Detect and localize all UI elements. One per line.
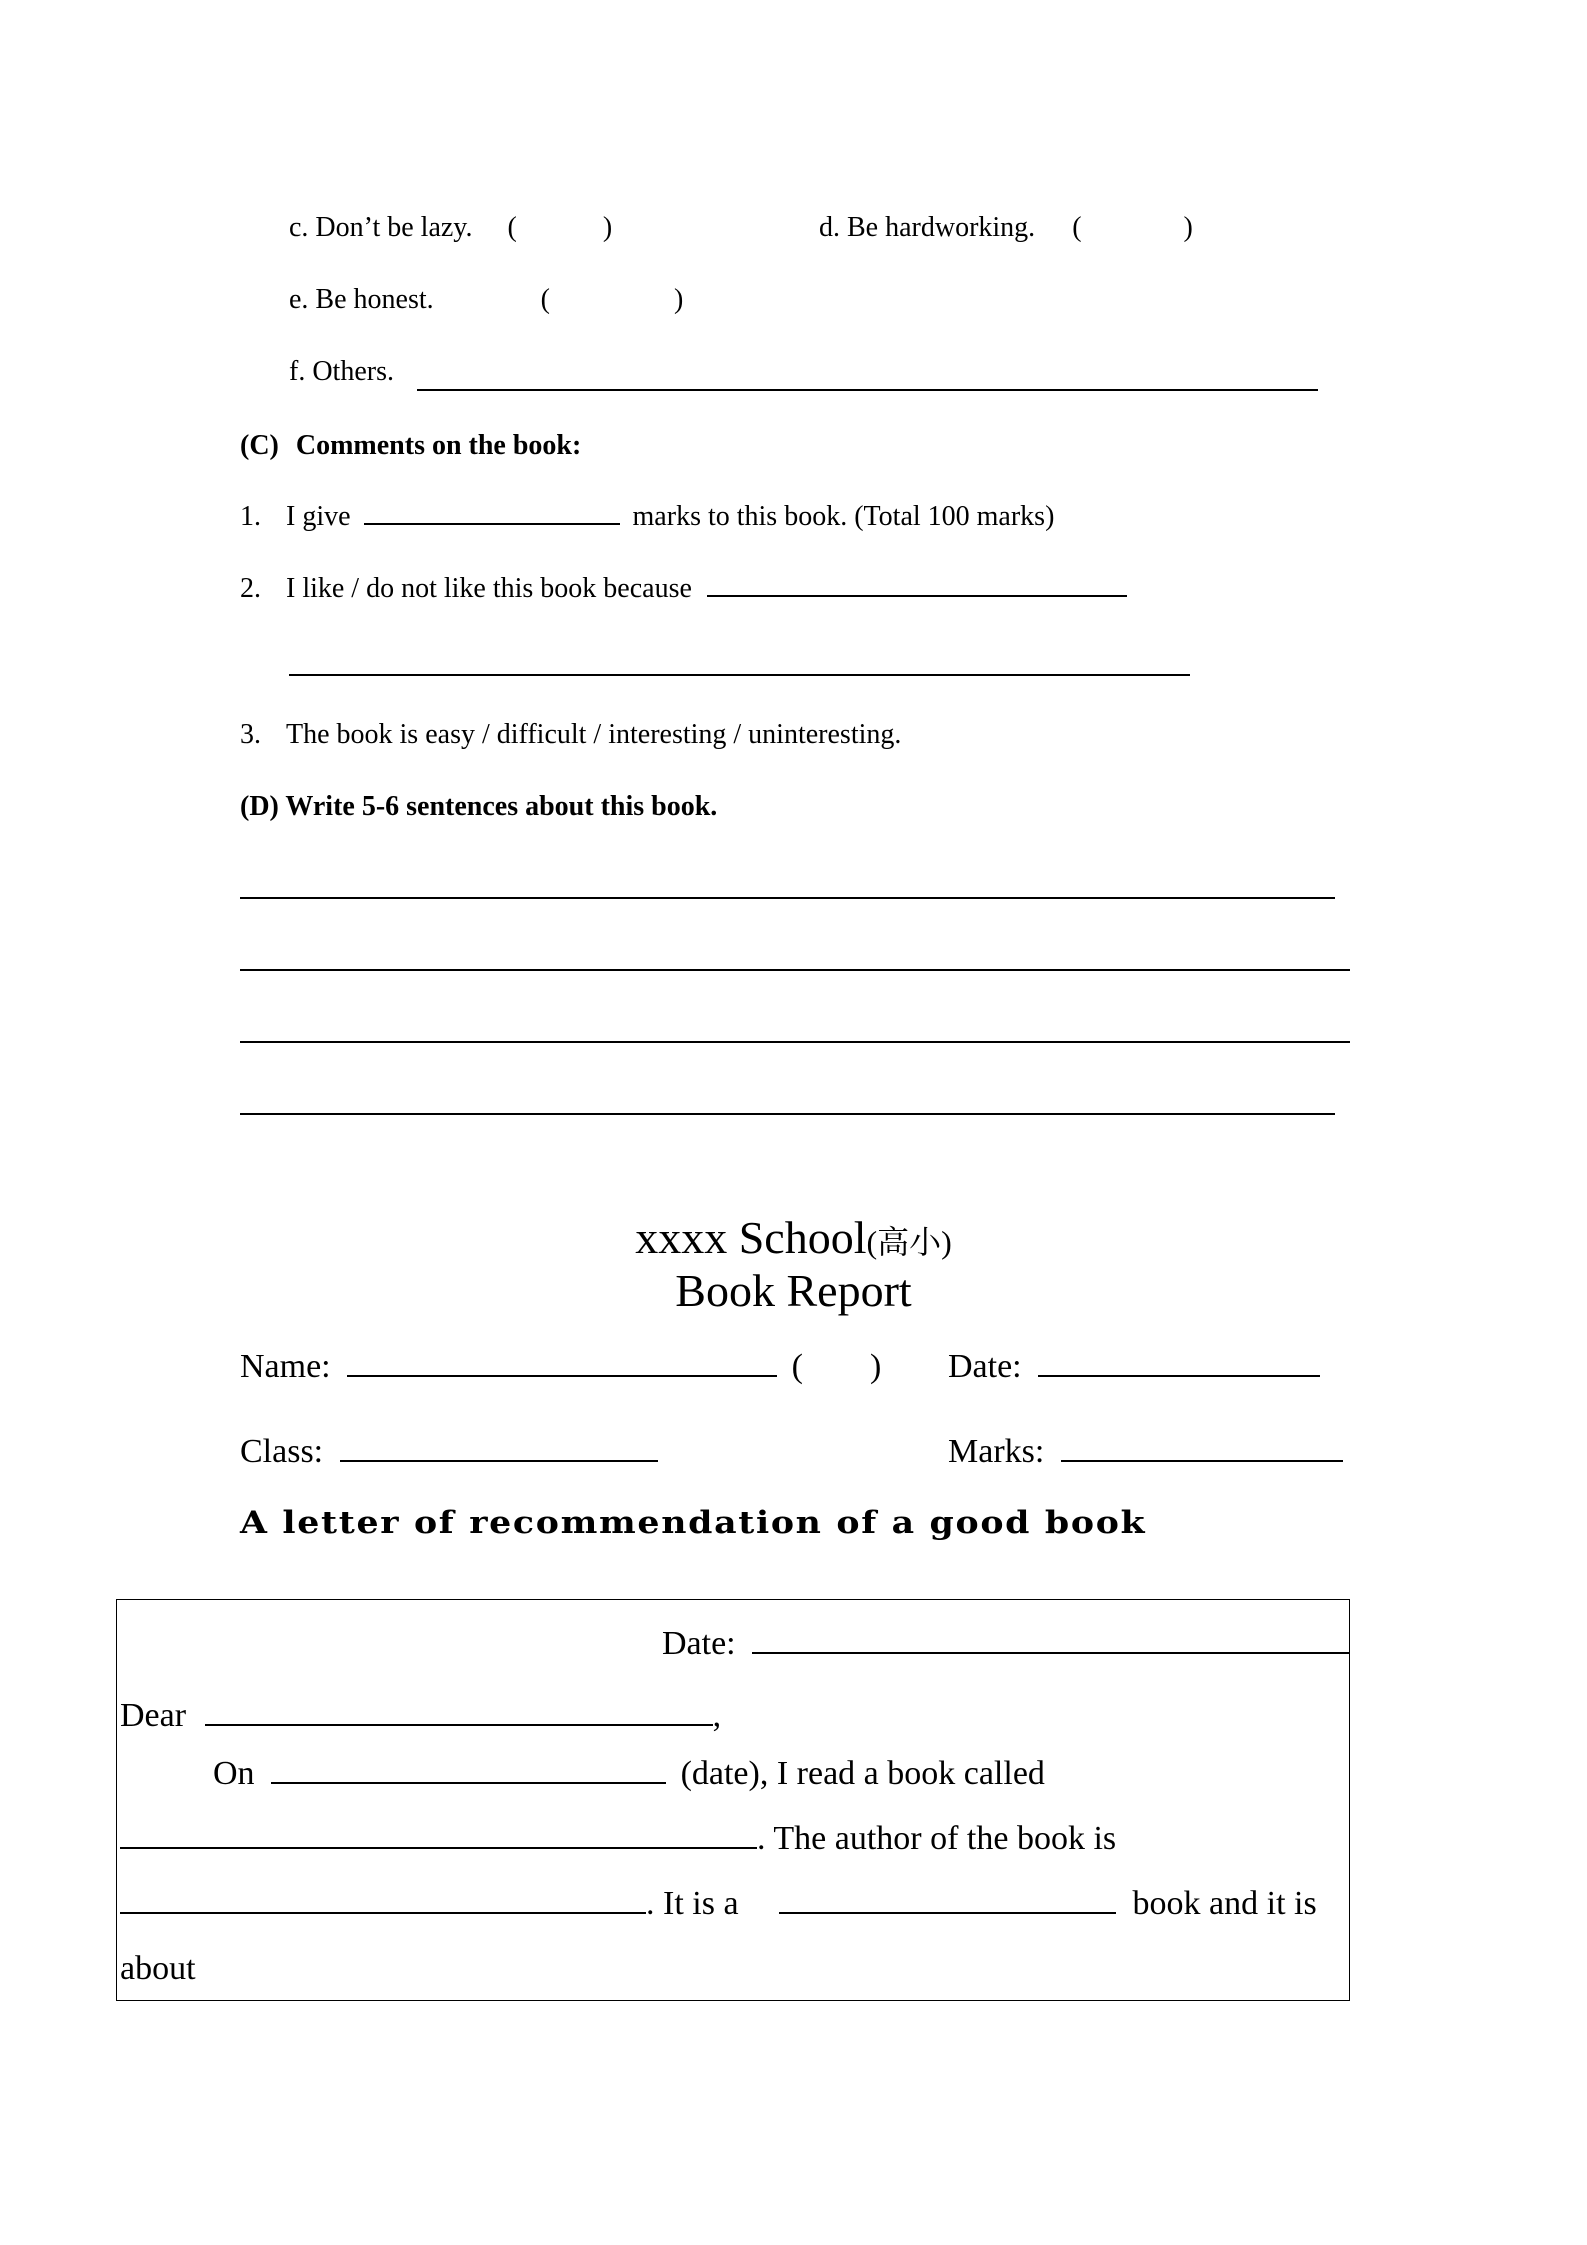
writing-line-3[interactable]	[240, 1041, 1350, 1043]
comment-2-before: I like / do not like this book because	[286, 573, 692, 604]
letter-heading: A letter of recommendation of a good book	[240, 1505, 1147, 1541]
comment-3-text: The book is easy / difficult / interesting / uninteresting.	[286, 719, 902, 750]
comment-item-3	[240, 721, 901, 749]
letter-date-row	[662, 1627, 1350, 1661]
dear-label: Dear	[120, 1697, 187, 1734]
book-title-blank[interactable]	[120, 1846, 757, 1849]
item-c-paren-close: )	[602, 212, 613, 243]
comment-3-number: 3.	[240, 719, 261, 750]
writing-line-1[interactable]	[240, 897, 1335, 899]
comment-2-number: 2.	[240, 573, 261, 604]
item-c-paren-open: (	[507, 212, 517, 243]
class-label: Class:	[240, 1433, 324, 1470]
item-d-paren-close: )	[1183, 212, 1193, 243]
dear-row	[120, 1699, 721, 1733]
author-text: . The author of the book is	[757, 1820, 1117, 1857]
title-row	[120, 1822, 1116, 1856]
marks-blank[interactable]	[364, 522, 620, 525]
read-date-blank[interactable]	[271, 1781, 666, 1784]
it-is-a-text: . It is a	[646, 1885, 739, 1922]
item-f	[289, 358, 394, 386]
book-and-text: book and it is	[1132, 1885, 1317, 1922]
writing-line-2[interactable]	[240, 969, 1350, 971]
section-c-heading	[240, 432, 581, 460]
section-c-prefix: (C)	[240, 430, 279, 461]
name-label: Name:	[240, 1348, 331, 1385]
on-label: On	[213, 1755, 255, 1792]
comment-1-after: marks to this book. (Total 100 marks)	[632, 501, 1055, 532]
date-row	[948, 1350, 1320, 1384]
name-blank[interactable]	[347, 1374, 777, 1377]
about-label: about	[120, 1950, 196, 1987]
school-suffix: (高小)	[866, 1224, 952, 1260]
item-e-label: e. Be honest.	[289, 284, 434, 315]
school-title: xxxx School	[635, 1212, 867, 1263]
reason-blank[interactable]	[707, 594, 1127, 597]
genre-blank[interactable]	[779, 1911, 1116, 1914]
date-label: Date:	[948, 1348, 1022, 1385]
recipient-blank[interactable]	[205, 1723, 713, 1726]
on-row	[213, 1757, 1045, 1791]
class-number-paren-open: (	[791, 1348, 803, 1385]
class-blank[interactable]	[340, 1459, 658, 1462]
letter-date-label: Date:	[662, 1625, 736, 1662]
author-row	[120, 1887, 1317, 1921]
class-row	[240, 1435, 658, 1469]
item-c-label: c. Don’t be lazy.	[289, 212, 473, 243]
read-date-hint: (date), I read a book called	[680, 1755, 1045, 1792]
item-e	[289, 286, 683, 314]
class-number-paren-close: )	[869, 1348, 882, 1385]
marks-field-blank[interactable]	[1061, 1459, 1343, 1462]
author-blank[interactable]	[120, 1911, 646, 1914]
name-row	[240, 1350, 881, 1384]
school-name	[0, 1212, 1587, 1263]
item-f-label: f. Others.	[289, 356, 394, 387]
date-blank[interactable]	[1038, 1374, 1320, 1377]
comment-1-number: 1.	[240, 501, 261, 532]
dear-comma: ,	[712, 1697, 722, 1734]
item-d	[819, 214, 1193, 242]
about-row	[120, 1952, 196, 1986]
item-f-blank[interactable]	[417, 389, 1318, 391]
item-e-paren-open: (	[540, 284, 550, 315]
reason-blank-continued[interactable]	[289, 674, 1190, 676]
item-d-paren-open: (	[1072, 212, 1082, 243]
comment-1-before: I give	[286, 501, 351, 532]
letter-date-blank[interactable]	[752, 1651, 1350, 1654]
section-d-heading: (D) Write 5-6 sentences about this book.	[240, 791, 718, 822]
comment-item-2	[240, 575, 1127, 603]
item-e-paren-close: )	[673, 284, 684, 315]
report-title: Book Report	[675, 1265, 912, 1316]
item-c	[289, 214, 612, 242]
section-c-title: Comments on the book:	[295, 430, 582, 461]
item-d-label: d. Be hardworking.	[819, 212, 1036, 243]
comment-item-1	[240, 503, 1054, 531]
marks-row	[948, 1435, 1343, 1469]
writing-line-4[interactable]	[240, 1113, 1335, 1115]
marks-label: Marks:	[948, 1433, 1045, 1470]
